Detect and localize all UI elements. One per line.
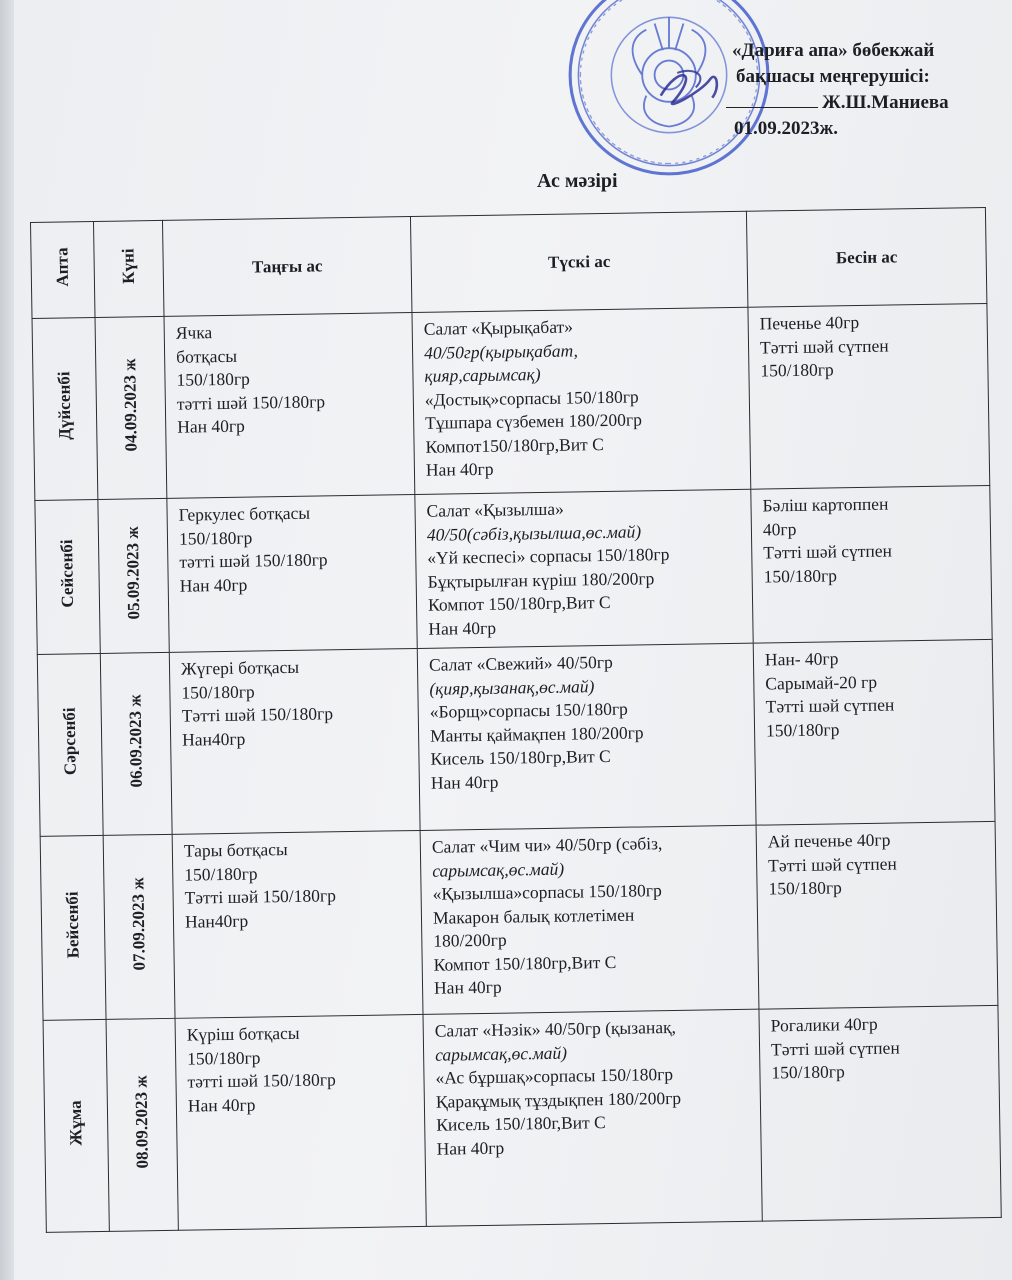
date-cell: 08.09.2023 ж (106, 1018, 178, 1231)
column-header-snack: Бесін ас (746, 207, 986, 307)
signature-line (726, 107, 818, 108)
table-row (43, 1005, 1001, 1232)
column-header-lunch: Түскі ас (410, 211, 747, 312)
signer-name: Ж.Ш.Маниева (822, 92, 949, 113)
column-header-date: Күні (94, 220, 164, 317)
table-row (35, 485, 992, 654)
week-cell: Жұма (43, 1019, 109, 1232)
date-cell: 04.09.2023 ж (95, 316, 167, 499)
breakfast-cell: Геркулес ботқасы 150/180гр тәтті шәй 150/180гр Нан 40гр (167, 494, 417, 652)
page-edge (0, 0, 14, 1280)
table-header-row (31, 207, 987, 318)
table-row (37, 639, 995, 836)
breakfast-cell: Ячка ботқасы 150/180гр тәтті шәй 150/180гр Нан 40гр (164, 313, 415, 499)
signer-line (726, 90, 949, 116)
week-cell: Бейсенбі (40, 835, 106, 1020)
org-line-2: бақшасы меңгерушісі: (736, 66, 930, 87)
snack-cell: Рогалики 40гр Тәтті шәй сүтпен 150/180гр (759, 1005, 1001, 1221)
document-title: Ас мәзірі (537, 170, 618, 192)
table-row (40, 821, 998, 1020)
approval-header (730, 38, 949, 142)
column-header-week: Апта (31, 222, 96, 319)
snack-cell: Ай печенье 40гр Тәтті шәй сүтпен 150/180гр (756, 821, 998, 1009)
breakfast-cell: Күріш ботқасы 150/180гр тәтті шәй 150/180гр Нан 40гр (175, 1014, 426, 1230)
date-cell: 06.09.2023 ж (100, 652, 172, 835)
lunch-cell: Салат «Қырықабат» 40/50гр(қырықабат, қияр,сарымсақ) «Достық»сорпасы 150/180гр Тұшпара сүзбемен 180/200гр Компот150/180гр,Вит С Нан 40гр (412, 307, 751, 494)
snack-cell: Нан- 40гр Сарымай-20 гр Тәтті шәй сүтпен 150/180гр (753, 639, 995, 825)
week-cell: Сәрсенбі (37, 653, 103, 836)
lunch-cell: Салат «Свежий» 40/50гр (қияр,қызанақ,өс.май) «Борщ»сорпасы 150/180гр Манты қаймақпен 180/200гр Кисель 150/180гр,Вит С Нан 40гр (417, 643, 756, 830)
week-cell: Сейсенбі (35, 499, 100, 654)
date-cell: 07.09.2023 ж (103, 834, 175, 1019)
lunch-cell: Салат «Қызылша» 40/50(сәбіз,қызылша,өс.май) «Үй кеспесі» сорпасы 150/180гр Бұқтырылған күріш 180/200гр Компот 150/180гр,Вит С Нан 40гр (415, 489, 753, 648)
lunch-cell: Салат «Чим чи» 40/50гр (сәбіз, сарымсақ,өс.май) «Қызылша»сорпасы 150/180гр Макарон балық котлетімен 180/200гр Компот 150/180гр,Вит С Нан 40гр (420, 825, 759, 1014)
week-cell: Дүйсенбі (32, 317, 98, 500)
table-row (32, 303, 990, 500)
breakfast-cell: Тары ботқасы 150/180гр Тәтті шәй 150/180гр Нан40гр (172, 830, 423, 1018)
approval-date: 01.09.2023ж. (734, 118, 839, 139)
menu-table (30, 207, 1001, 1232)
breakfast-cell: Жүгері ботқасы 150/180гр Тәтті шәй 150/180гр Нан40гр (169, 648, 420, 834)
snack-cell: Печенье 40гр Тәтті шәй сүтпен 150/180гр (748, 303, 990, 489)
org-line-1: «Дариға апа» бөбекжай (732, 40, 935, 61)
date-cell: 05.09.2023 ж (98, 498, 169, 653)
lunch-cell: Салат «Нәзік» 40/50гр (қызанақ, сарымсақ,өс.май) «Ас бұршақ»сорпасы 150/180гр Қарақұмық тұздықпен 180/200гр Кисель 150/180г,Вит С Нан 40гр (423, 1009, 762, 1226)
snack-cell: Бәліш картоппен 40гр Тәтті шәй сүтпен 150/180гр (751, 485, 992, 643)
column-header-breakfast: Таңғы ас (162, 217, 411, 317)
